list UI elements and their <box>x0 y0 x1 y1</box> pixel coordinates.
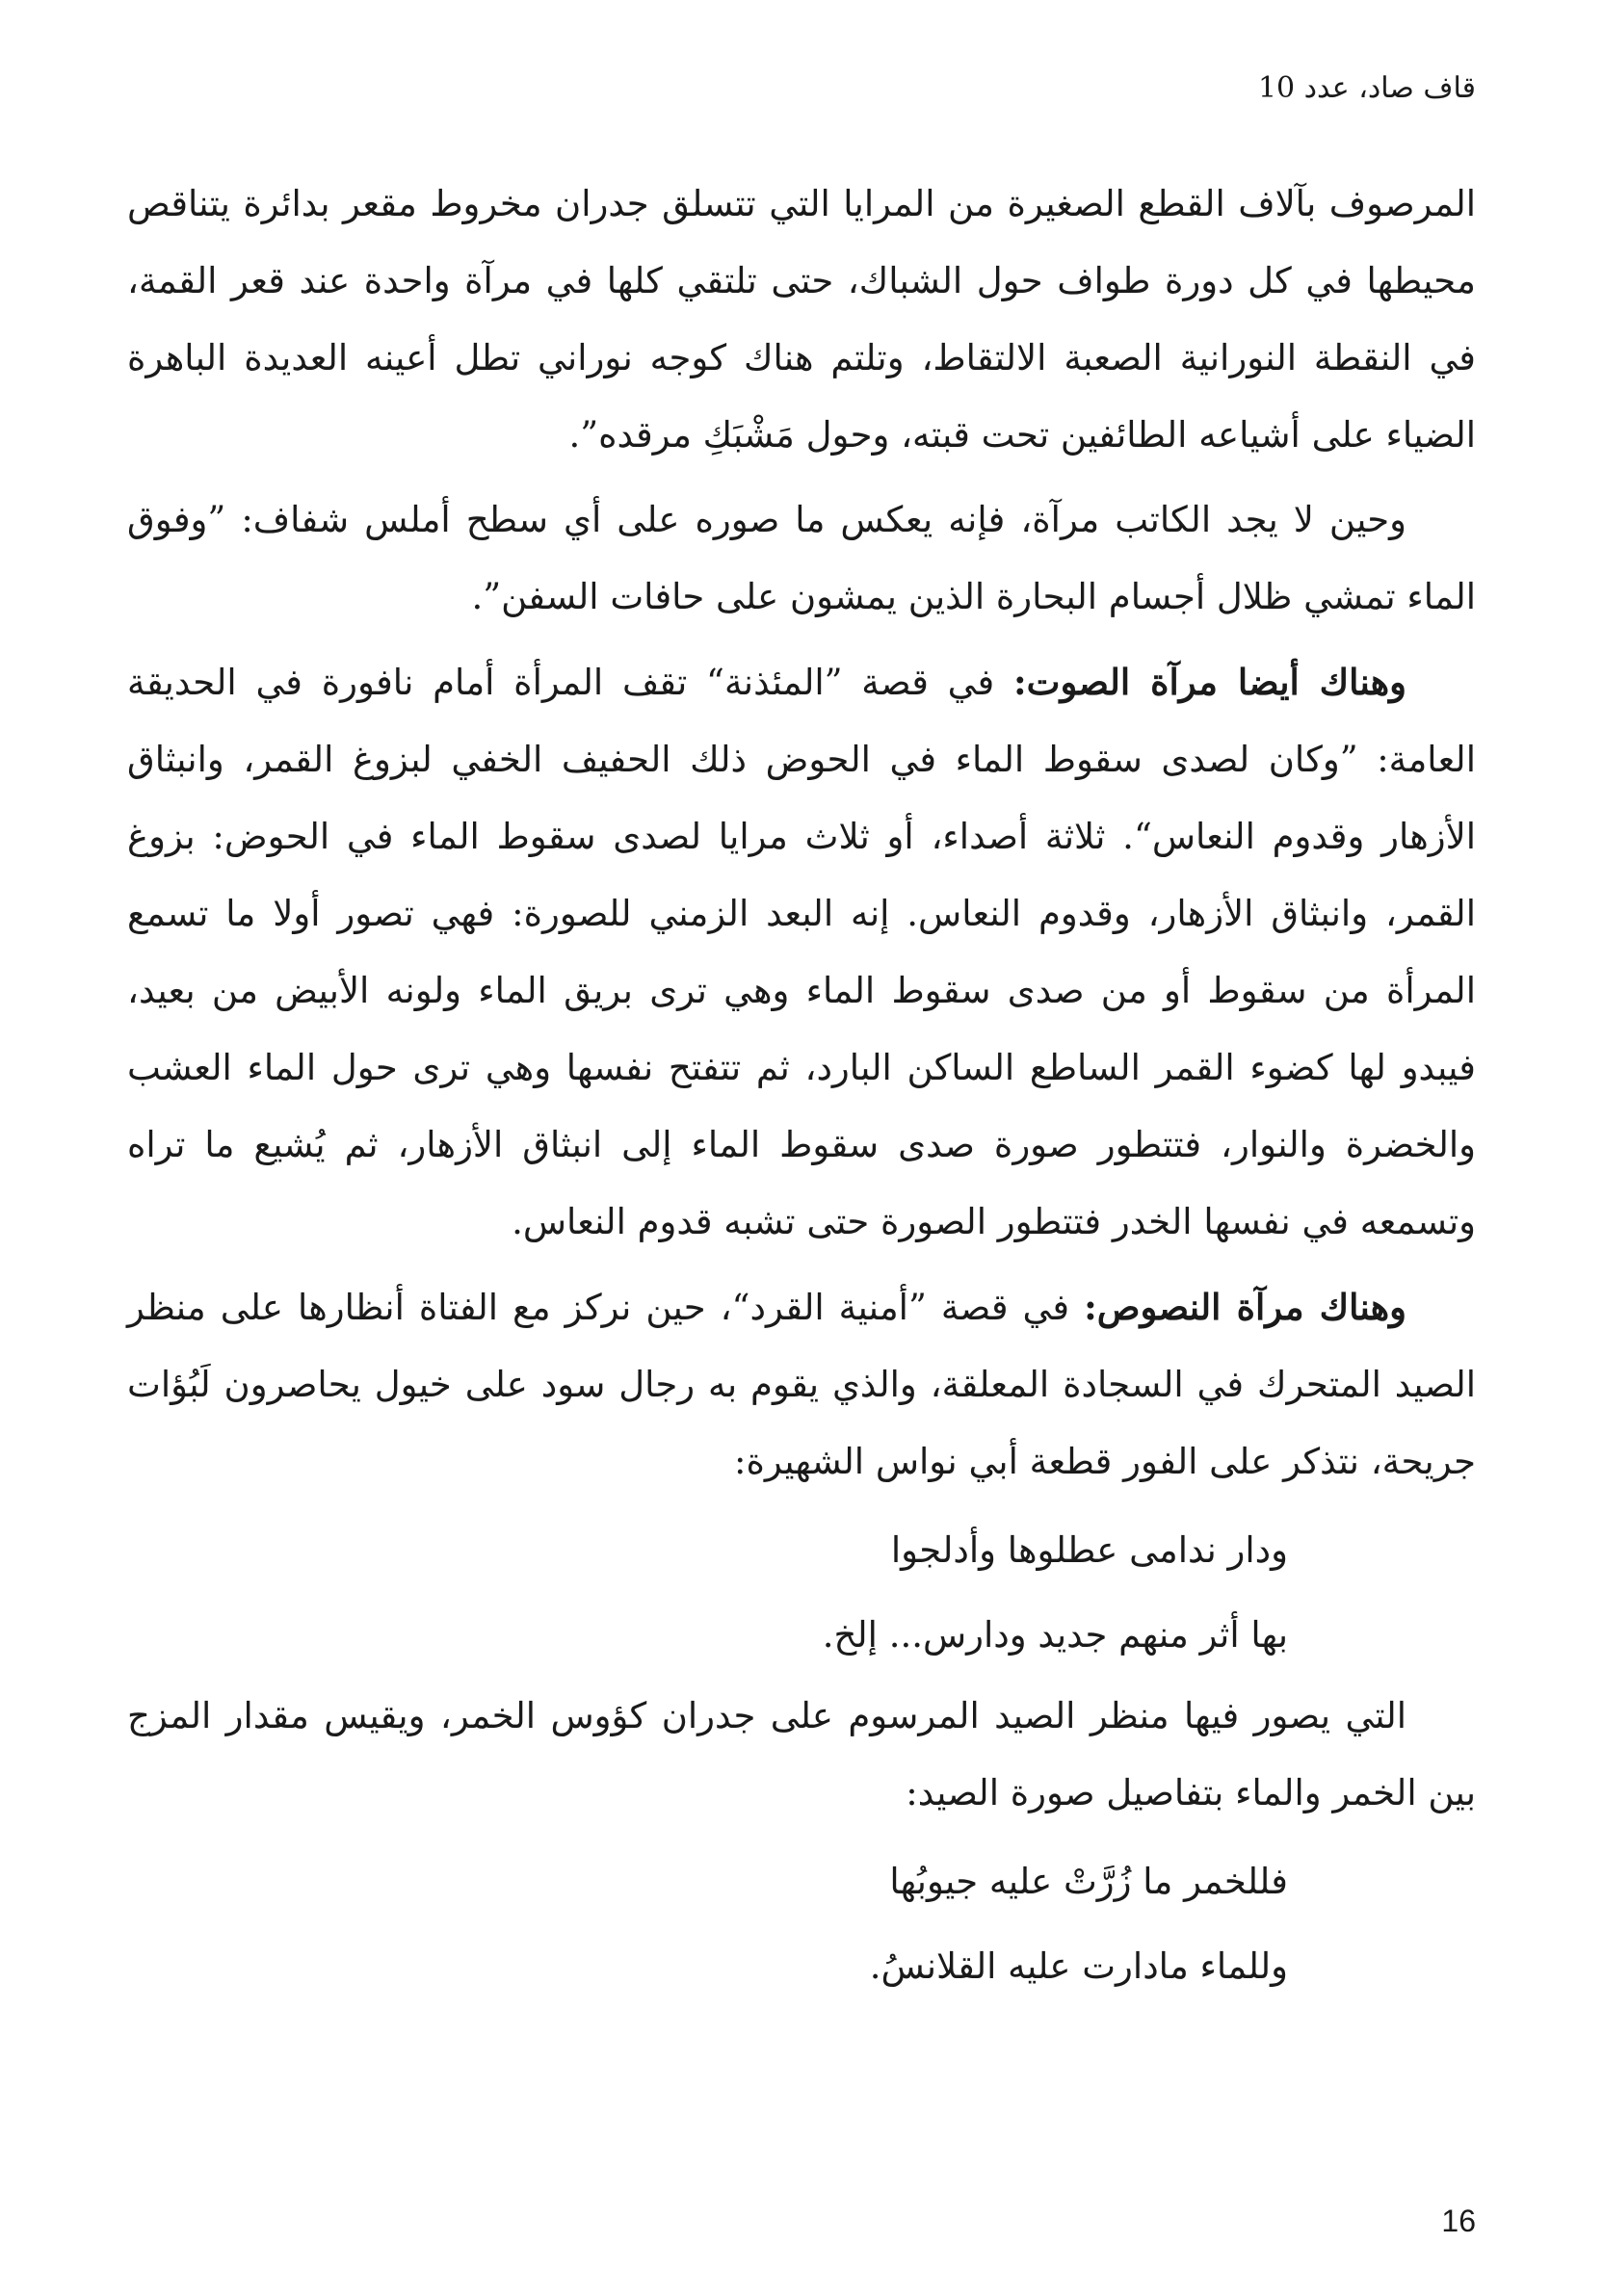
verse-quote-1 <box>127 1508 1476 1678</box>
body-text <box>127 166 1476 2009</box>
verse-line: وللماء مادارت عليه القلانسُ. <box>869 1945 1288 1987</box>
paragraph-mirrors-dome <box>127 166 1476 474</box>
paragraph-text: المرصوف بآلاف القطع الصغيرة من المرايا التي تتسلق جدران مخروط مقعر بدائرة يتناقص محيطها في كل دورة طواف حول الشباك، حتى تلتقي كلها في مرآة واحدة عند قعر القمة، في النقطة النورانية الصعبة الالتقاط، وتلتم هناك كوجه نوراني تطل أعينه العديدة الباهرة الضياء على أشياعه الطائفين تحت قبته، وحول مَشْبَكِ مرقده”. <box>127 183 1476 456</box>
paragraph-lead-heading: وهناك مرآة النصوص: <box>1084 1286 1406 1328</box>
paragraph-after-verse: التي يصور فيها منظر الصيد المرسوم على جدران كؤوس الخمر، ويقيس مقدار المزج بين الخمر والماء بتفاصيل صورة الصيد: <box>127 1695 1476 1813</box>
paragraph-sound-mirror <box>127 643 1476 1261</box>
paragraph-text: في قصة ”المئذنة“ تقف المرأة أمام نافورة في الحديقة العامة: ”وكان لصدى سقوط الماء في الحوض ذلك الحفيف الخفي لبزوغ القمر، وانبثاق الأزهار وقدوم النعاس“. ثلاثة أصداء، أو ثلاث مرايا لصدى سقوط الماء في الحوض: بزوغ القمر، وانبثاق الأزهار، وقدوم النعاس. إنه البعد الزمني للصورة: فهي تصور أولا ما تسمع المرأة من سقوط أو من صدى سقوط الماء وهي ترى بريق الماء ولونه الأبيض من بعيد، فيبدو لها كضوء القمر الساطع الساكن البارد، ثم تتفتح نفسها وهي ترى حول الماء العشب والخضرة والنوار، فتتطور صورة صدى سقوط الماء إلى انبثاق الأزهار، ثم يُشيع ما تراه وتسمعه في نفسها الخدر فتتطور الصورة حتى تشبه قدوم النعاس. <box>127 662 1476 1242</box>
verse-line: فللخمر ما زُرَّتْ عليه جيوبُها <box>889 1861 1288 1902</box>
running-head: قاف صاد، عدد 10 <box>1257 71 1476 105</box>
page-number: 16 <box>1441 2204 1476 2238</box>
paragraph-texts-mirror <box>127 1268 1476 1500</box>
verse-quote-2 <box>127 1839 1476 2009</box>
paragraph-text: وحين لا يجد الكاتب مرآة، فإنه يعكس ما صوره على أي سطح أملس شفاف: ”وفوق الماء تمشي ظلال أجسام البحارة الذين يمشون على حافات السفن”. <box>127 499 1476 617</box>
verse-line: بها أثر منهم جديد ودارس... إلخ. <box>822 1614 1288 1656</box>
paragraph-text: في قصة ”أمنية القرد“، حين نركز مع الفتاة أنظارها على منظر الصيد المتحرك في السجادة المعلقة، والذي يقوم به رجال سود على خيول يحاصرون لَبُؤات جريحة، نتذكر على الفور قطعة أبي نواس الشهيرة: <box>127 1287 1476 1482</box>
paragraph-writer-mirror <box>127 482 1476 636</box>
paragraph-lead-heading: وهناك أيضا مرآة الصوت: <box>1012 661 1406 703</box>
verse-line: ودار ندامى عطلوها وأدلجوا <box>890 1529 1288 1571</box>
